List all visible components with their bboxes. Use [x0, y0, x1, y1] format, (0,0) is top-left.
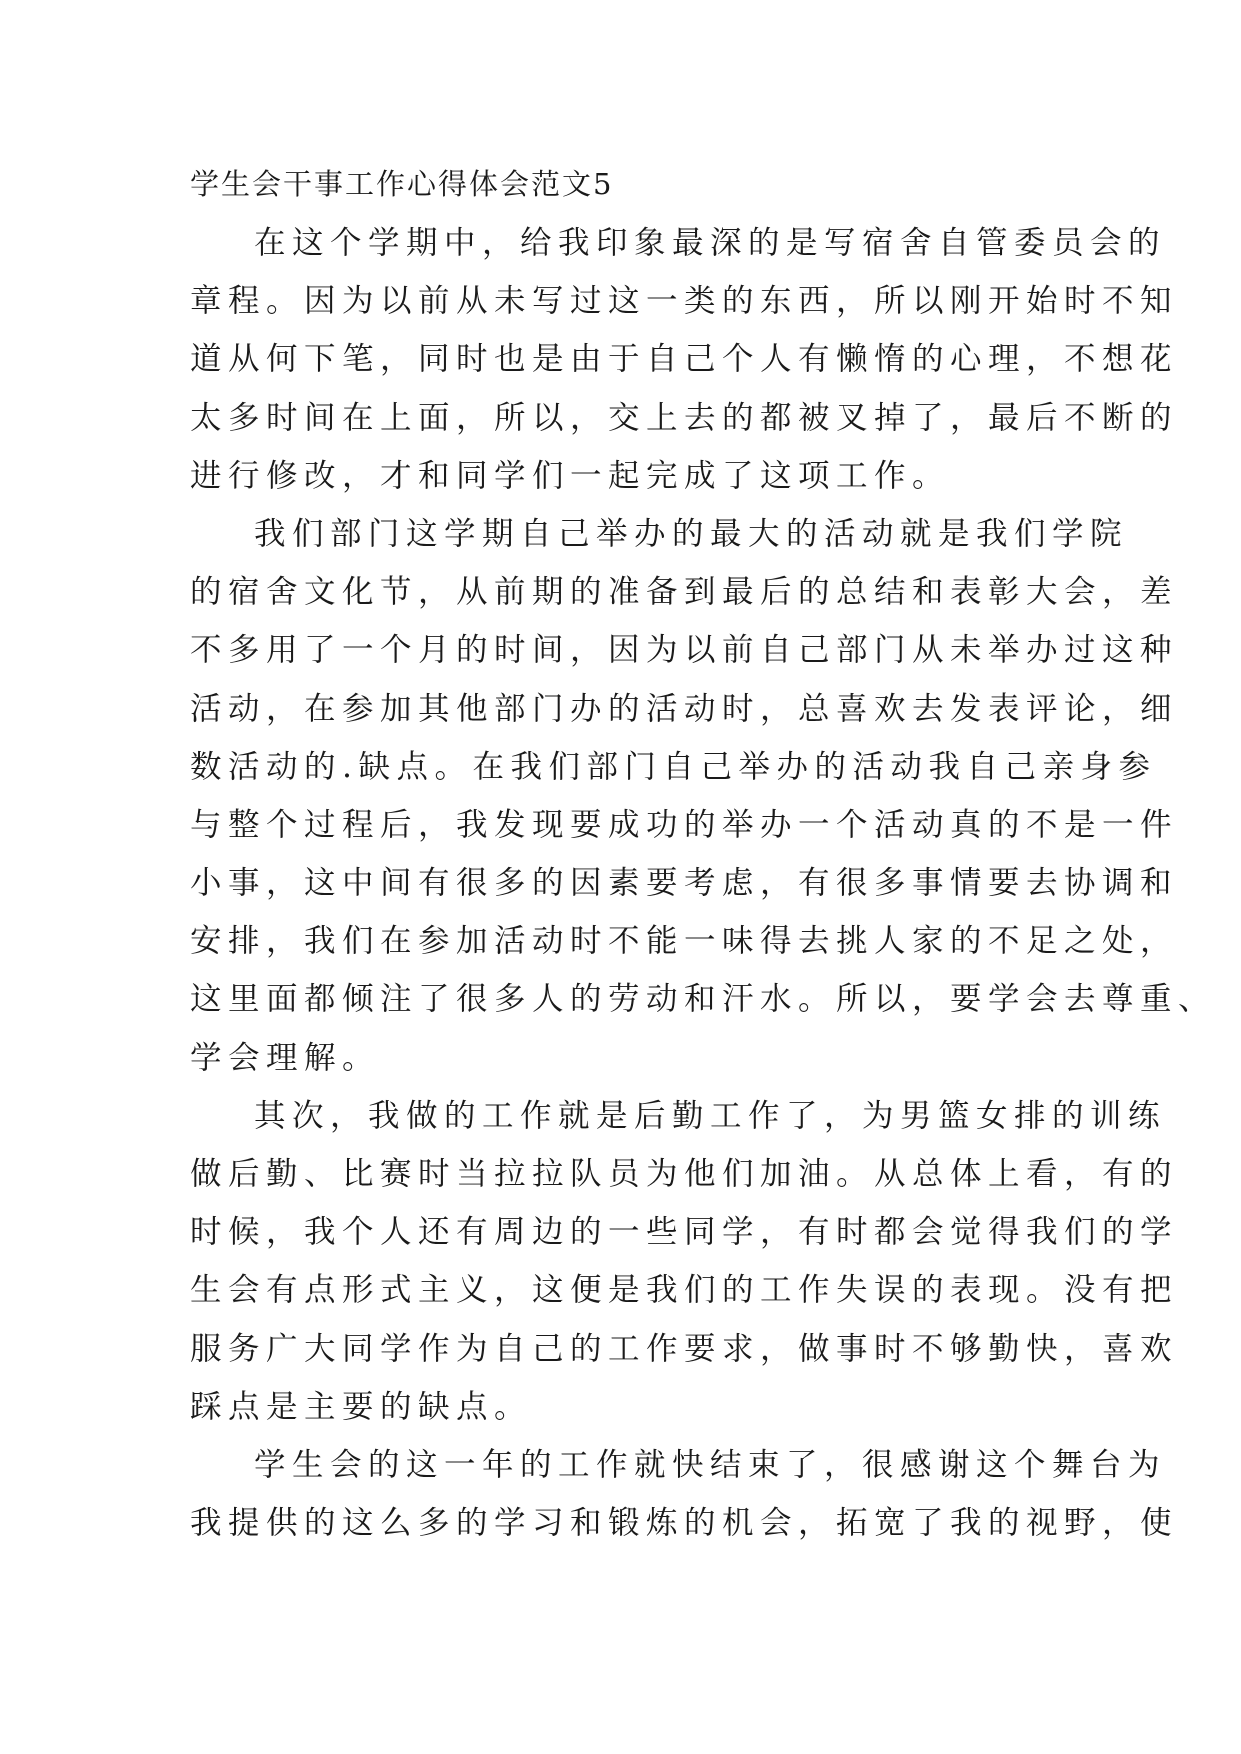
paragraph-line: 我提供的这么多的学习和锻炼的机会，拓宽了我的视野，使 [190, 1505, 1179, 1542]
paragraph-line: 数活动的.缺点。在我们部门自己举办的活动我自己亲身参 [190, 748, 1157, 785]
paragraph-line: 不多用了一个月的时间，因为以前自己部门从未举办过这种 [190, 632, 1179, 669]
paragraph-line: 太多时间在上面，所以，交上去的都被叉掉了，最后不断的 [190, 399, 1179, 436]
paragraph-line: 章程。因为以前从未写过这一类的东西，所以刚开始时不知 [190, 283, 1179, 320]
paragraph-3 [190, 1087, 1179, 1436]
paragraph-line: 道从何下笔，同时也是由于自己个人有懒惰的心理，不想花 [190, 341, 1179, 378]
paragraph-line: 活动，在参加其他部门办的活动时，总喜欢去发表评论，细 [190, 690, 1179, 727]
paragraph-1 [190, 214, 1179, 505]
paragraph-line: 进行修改，才和同学们一起完成了这项工作。 [190, 457, 951, 494]
paragraph-line: 其次，我做的工作就是后勤工作了，为男篮女排的训练 [254, 1097, 1167, 1134]
paragraph-2 [190, 505, 1217, 1087]
paragraph-4 [190, 1436, 1179, 1552]
paragraph-line: 做后勤、比赛时当拉拉队员为他们加油。从总体上看，有的 [190, 1156, 1179, 1192]
paragraph-line: 安排，我们在参加活动时不能一味得去挑人家的不足之处， [190, 923, 1179, 960]
paragraph-line: 小事，这中间有很多的因素要考虑，有很多事情要去协调和 [190, 865, 1179, 902]
paragraph-line: 生会有点形式主义，这便是我们的工作失误的表现。没有把 [190, 1272, 1179, 1309]
paragraph-line: 这里面都倾注了很多人的劳动和汗水。所以，要学会去尊重、 [190, 981, 1217, 1018]
paragraph-line: 学生会的这一年的工作就快结束了，很感谢这个舞台为 [254, 1446, 1167, 1483]
paragraph-line: 学会理解。 [190, 1039, 381, 1076]
paragraph-line: 时候，我个人还有周边的一些同学，有时都会觉得我们的学 [190, 1214, 1179, 1251]
paragraph-line: 踩点是主要的缺点。 [190, 1388, 533, 1425]
paragraph-line: 在这个学期中，给我印象最深的是写宿舍自管委员会的 [254, 225, 1167, 261]
paragraph-line: 与整个过程后，我发现要成功的举办一个活动真的不是一件 [190, 806, 1179, 843]
paragraph-line: 服务广大同学作为自己的工作要求，做事时不够勤快，喜欢 [190, 1330, 1179, 1367]
paragraph-line: 的宿舍文化节，从前期的准备到最后的总结和表彰大会，差 [190, 574, 1179, 611]
document-body [190, 163, 1217, 1552]
paragraph-line: 我们部门这学期自己举办的最大的活动就是我们学院 [254, 515, 1129, 552]
document-title: 学生会干事工作心得体会范文5 [190, 167, 614, 201]
